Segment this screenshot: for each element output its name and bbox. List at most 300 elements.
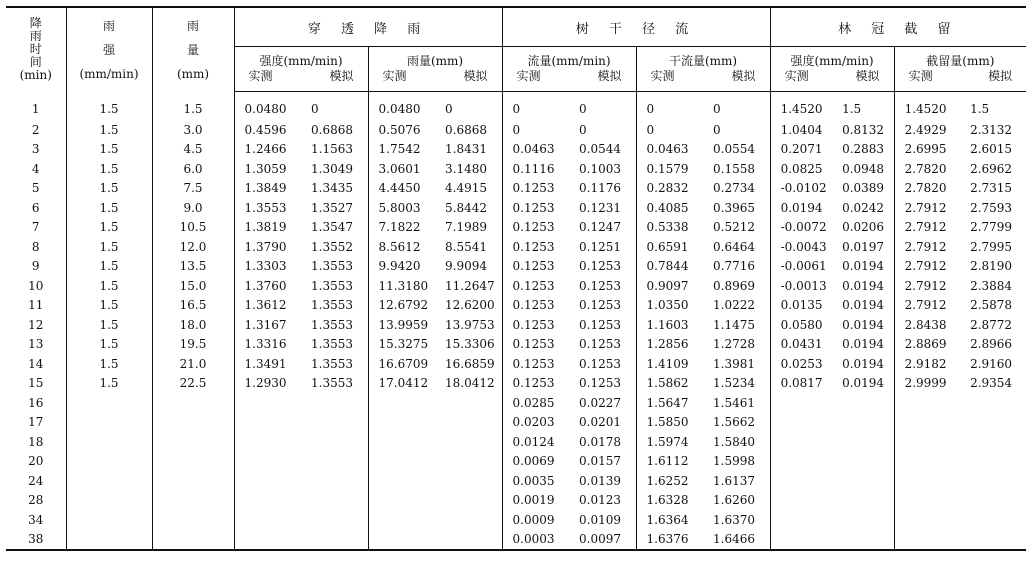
- table-cell: [234, 530, 301, 551]
- sub-simulated: 模拟: [988, 69, 1013, 83]
- table-cell: 1.5: [66, 198, 152, 218]
- table-cell: 0.0480: [378, 102, 421, 116]
- table-cell: 2.6962: [970, 161, 1013, 176]
- table-cell: [301, 510, 368, 530]
- table-cell: 1.1475: [703, 315, 770, 335]
- group-stemflow: 树 干 径 流: [502, 7, 770, 47]
- table-cell: -0.0013: [780, 278, 827, 293]
- table-cell: [301, 393, 368, 413]
- table-cell: 12.6200: [435, 296, 502, 316]
- time-cell: 5: [6, 179, 66, 199]
- table-cell: 0.0097: [569, 530, 636, 551]
- table-cell: 4.4915: [435, 179, 502, 199]
- table-cell: 1.3790: [244, 239, 287, 254]
- table-cell: 2.7820: [904, 161, 947, 176]
- table-row: [6, 237, 1026, 257]
- table-cell: 1.2930: [244, 376, 287, 391]
- table-cell: 0.6868: [301, 120, 368, 140]
- amount-header-char-1: 雨: [186, 18, 199, 33]
- table-cell: 0.6464: [703, 237, 770, 257]
- table-cell: 1.6364: [646, 512, 689, 527]
- table-cell: 0.1253: [569, 354, 636, 374]
- table-cell: 0.0463: [512, 142, 555, 157]
- time-cell: 12: [6, 315, 66, 335]
- table-cell: [770, 432, 832, 452]
- table-cell: 0.4596: [244, 122, 287, 137]
- table-cell: 1.3059: [244, 161, 287, 176]
- table-cell: -0.0102: [780, 181, 827, 196]
- table-cell: 1.5: [66, 296, 152, 316]
- table-cell: [234, 491, 301, 511]
- table-cell: 1.5840: [703, 432, 770, 452]
- table-cell: 1.2856: [646, 337, 689, 352]
- table-cell: 0.1253: [512, 356, 555, 371]
- table-cell: [832, 432, 894, 452]
- sub-label: 流量(mm/min): [527, 54, 611, 68]
- table-cell: 0.1176: [569, 179, 636, 199]
- table-cell: 0: [646, 102, 655, 116]
- table-cell: [435, 393, 502, 413]
- table-cell: 1.5: [66, 159, 152, 179]
- table-cell: 1.5998: [703, 452, 770, 472]
- table-cell: 0.4085: [646, 200, 689, 215]
- table-cell: 1.5662: [703, 413, 770, 433]
- table-cell: 1.3553: [301, 296, 368, 316]
- sub-measured: 实测: [650, 69, 675, 83]
- table-cell: [960, 413, 1026, 433]
- table-cell: 0.3965: [703, 198, 770, 218]
- rainfall-interception-table: [6, 6, 1026, 551]
- table-cell: [435, 413, 502, 433]
- table-cell: 0.0194: [832, 296, 894, 316]
- table-cell: [894, 510, 960, 530]
- table-cell: -0.0043: [780, 239, 827, 254]
- table-cell: [770, 510, 832, 530]
- table-cell: 16.5: [152, 296, 234, 316]
- table-cell: 1.5: [66, 335, 152, 355]
- table-cell: 2.3132: [970, 122, 1013, 137]
- table-cell: 7.5: [152, 179, 234, 199]
- table-cell: 0.0069: [512, 454, 555, 469]
- table-cell: [894, 530, 960, 551]
- table-cell: 2.9999: [904, 376, 947, 391]
- time-cell: 13: [6, 335, 66, 355]
- table-cell: [152, 432, 234, 452]
- table-cell: 0.0194: [780, 200, 823, 215]
- table-cell: 0.0194: [832, 315, 894, 335]
- table-cell: -0.0061: [780, 259, 827, 274]
- table-cell: 3.1480: [435, 159, 502, 179]
- sub-simulated: 模拟: [597, 69, 622, 83]
- table-cell: 0.0206: [832, 218, 894, 238]
- table-cell: 1.3547: [301, 218, 368, 238]
- table-cell: 1.3527: [301, 198, 368, 218]
- table-cell: 2.7593: [970, 200, 1013, 215]
- time-cell: 10: [6, 276, 66, 296]
- table-row: [6, 140, 1026, 160]
- time-cell: 14: [6, 354, 66, 374]
- intensity-header-char-2: 强: [102, 42, 115, 57]
- table-cell: 0.0123: [569, 491, 636, 511]
- table-cell: 1.5: [66, 120, 152, 140]
- table-cell: [435, 452, 502, 472]
- table-cell: 0.0285: [512, 395, 555, 410]
- table-row: [6, 296, 1026, 316]
- table-cell: [960, 452, 1026, 472]
- table-cell: 4.4450: [378, 181, 421, 196]
- table-cell: [435, 491, 502, 511]
- table-cell: 2.7912: [904, 278, 947, 293]
- table-cell: -0.0072: [780, 220, 827, 235]
- table-cell: 1.0404: [780, 122, 823, 137]
- table-cell: 3.0601: [378, 161, 421, 176]
- table-cell: 1.5850: [646, 415, 689, 430]
- table-cell: [832, 413, 894, 433]
- table-cell: 0.0580: [780, 317, 823, 332]
- table-cell: 0.0139: [569, 471, 636, 491]
- table-cell: 1.3819: [244, 220, 287, 235]
- table-cell: 1.6328: [646, 493, 689, 508]
- table-cell: 7.1822: [378, 220, 421, 235]
- time-cell: 24: [6, 471, 66, 491]
- table-cell: 0.0544: [569, 140, 636, 160]
- table-cell: [960, 530, 1026, 551]
- time-header-char-1: 降: [29, 16, 42, 31]
- table-cell: 2.8772: [970, 317, 1013, 332]
- table-cell: 1.5862: [646, 376, 689, 391]
- time-cell: 16: [6, 393, 66, 413]
- table-cell: 0.0124: [512, 434, 555, 449]
- table-cell: [770, 393, 832, 413]
- table-cell: 1.5234: [703, 374, 770, 394]
- table-cell: 0.8969: [703, 276, 770, 296]
- table-cell: [152, 491, 234, 511]
- table-cell: 1.3553: [301, 335, 368, 355]
- table-cell: [435, 530, 502, 551]
- table-row: [6, 159, 1026, 179]
- time-cell: 11: [6, 296, 66, 316]
- table-cell: 0: [569, 92, 636, 121]
- time-cell: 7: [6, 218, 66, 238]
- table-cell: [894, 471, 960, 491]
- table-cell: 21.0: [152, 354, 234, 374]
- table-cell: 2.9354: [970, 376, 1013, 391]
- table-cell: 12.6792: [378, 298, 429, 313]
- table-cell: 1.5: [970, 102, 990, 116]
- table-cell: 0.0194: [832, 257, 894, 277]
- sub-simulated: 模拟: [463, 69, 488, 83]
- group-interception: 林 冠 截 留: [770, 7, 1026, 47]
- table-row: [6, 257, 1026, 277]
- table-cell: [770, 471, 832, 491]
- table-cell: 2.5878: [970, 298, 1013, 313]
- table-cell: 1.3316: [244, 337, 287, 352]
- time-cell: 18: [6, 432, 66, 452]
- amount-header: [152, 7, 234, 92]
- table-cell: [368, 510, 435, 530]
- table-row: [6, 218, 1026, 238]
- table-cell: [832, 491, 894, 511]
- table-cell: 0.1579: [646, 161, 689, 176]
- table-cell: 13.5: [152, 257, 234, 277]
- table-cell: 16.6709: [378, 356, 429, 371]
- table-cell: 1.5974: [646, 434, 689, 449]
- table-cell: 2.6995: [904, 142, 947, 157]
- table-cell: [368, 491, 435, 511]
- table-row: [6, 335, 1026, 355]
- table-cell: 1.5: [66, 92, 152, 121]
- table-row: [6, 491, 1026, 511]
- table-cell: 19.5: [152, 335, 234, 355]
- table-cell: 0.5076: [378, 122, 421, 137]
- table-cell: 0: [569, 120, 636, 140]
- table-cell: 1.5: [66, 257, 152, 277]
- table-cell: [301, 432, 368, 452]
- table-cell: 1.3553: [301, 315, 368, 335]
- table-cell: 2.7315: [970, 181, 1013, 196]
- table-cell: 5.8003: [378, 200, 421, 215]
- table-cell: 0.0201: [569, 413, 636, 433]
- table-cell: 0.8132: [832, 120, 894, 140]
- table-cell: [435, 471, 502, 491]
- amount-header-unit: (mm): [176, 66, 210, 81]
- time-header-unit: (min): [19, 68, 52, 83]
- table-cell: 1.1603: [646, 317, 689, 332]
- table-cell: 2.7912: [904, 298, 947, 313]
- table-cell: 1.5647: [646, 395, 689, 410]
- table-cell: 1.1563: [301, 140, 368, 160]
- table-cell: 1.2466: [244, 142, 287, 157]
- table-row: [6, 413, 1026, 433]
- table-cell: 1.4109: [646, 356, 689, 371]
- table-cell: 1.6137: [703, 471, 770, 491]
- sub-simulated: 模拟: [855, 69, 880, 83]
- table-cell: 0.2071: [780, 142, 823, 157]
- table-cell: [152, 393, 234, 413]
- table-cell: [770, 491, 832, 511]
- table-cell: 0: [703, 120, 770, 140]
- table-cell: 2.8869: [904, 337, 947, 352]
- table-cell: 0.1253: [569, 374, 636, 394]
- time-cell: 38: [6, 530, 66, 551]
- table-cell: [234, 452, 301, 472]
- table-cell: 1.5: [66, 218, 152, 238]
- table-cell: 15.3306: [435, 335, 502, 355]
- sub-stemflow-amount: [636, 47, 770, 92]
- table-cell: [832, 471, 894, 491]
- table-cell: [368, 452, 435, 472]
- table-cell: 1.3553: [301, 354, 368, 374]
- table-row: [6, 315, 1026, 335]
- table-cell: 0.1251: [569, 237, 636, 257]
- table-cell: 1.5: [66, 354, 152, 374]
- table-cell: 0: [646, 122, 655, 137]
- table-cell: 0.0431: [780, 337, 823, 352]
- table-cell: 11.2647: [435, 276, 502, 296]
- time-cell: 2: [6, 120, 66, 140]
- table-cell: 0.0035: [512, 473, 555, 488]
- table-cell: 0.0253: [780, 356, 823, 371]
- table-cell: [960, 471, 1026, 491]
- table-cell: 8.5612: [378, 239, 421, 254]
- table-cell: [960, 510, 1026, 530]
- table-cell: 2.7799: [970, 220, 1013, 235]
- table-cell: 1.3849: [244, 181, 287, 196]
- table-cell: 1.7542: [378, 142, 421, 157]
- time-cell: 34: [6, 510, 66, 530]
- table-cell: 8.5541: [435, 237, 502, 257]
- table-cell: 12.0: [152, 237, 234, 257]
- sub-label: 截留量(mm): [926, 54, 995, 68]
- table-cell: 2.3884: [970, 278, 1013, 293]
- table-cell: [301, 491, 368, 511]
- intensity-header-unit: (mm/min): [79, 66, 139, 81]
- table-cell: 2.8190: [970, 259, 1013, 274]
- table-cell: [832, 452, 894, 472]
- table-cell: 1.4520: [780, 102, 823, 116]
- table-body: [6, 92, 1026, 551]
- time-cell: 3: [6, 140, 66, 160]
- table-cell: 0.1253: [512, 278, 555, 293]
- table-cell: [301, 530, 368, 551]
- table-cell: 0.1253: [569, 296, 636, 316]
- table-cell: [234, 432, 301, 452]
- table-cell: [66, 413, 152, 433]
- table-row: [6, 432, 1026, 452]
- table-cell: 7.1989: [435, 218, 502, 238]
- time-cell: 28: [6, 491, 66, 511]
- table-cell: 1.4520: [904, 102, 947, 116]
- table-cell: 1.3491: [244, 356, 287, 371]
- table-cell: 2.7995: [970, 239, 1013, 254]
- table-cell: 0.0009: [512, 512, 555, 527]
- table-cell: [960, 491, 1026, 511]
- time-cell: 1: [6, 92, 66, 121]
- table-cell: [152, 413, 234, 433]
- sub-label: 雨量(mm): [406, 54, 464, 68]
- table-cell: [234, 393, 301, 413]
- time-header-char-3: 时: [29, 42, 42, 57]
- table-cell: 1.3167: [244, 317, 287, 332]
- table-cell: 9.0: [152, 198, 234, 218]
- table-cell: 0.1231: [569, 198, 636, 218]
- table-cell: 1.8431: [435, 140, 502, 160]
- table-cell: 2.7912: [904, 220, 947, 235]
- table-cell: 0.0197: [832, 237, 894, 257]
- table-row: [6, 452, 1026, 472]
- table-cell: 0.0194: [832, 276, 894, 296]
- table-cell: 1.3612: [244, 298, 287, 313]
- table-cell: 1.6376: [636, 530, 703, 551]
- table-cell: 1.5: [66, 374, 152, 394]
- table-cell: 1.6260: [703, 491, 770, 511]
- table-cell: 0.1253: [512, 220, 555, 235]
- table-cell: 0.0135: [780, 298, 823, 313]
- sub-simulated: 模拟: [329, 69, 354, 83]
- table-row: [6, 92, 1026, 121]
- table-cell: 0.1253: [512, 239, 555, 254]
- time-header-char-4: 间: [29, 55, 42, 70]
- table-cell: [894, 452, 960, 472]
- time-cell: 8: [6, 237, 66, 257]
- table-cell: 1.5: [832, 92, 894, 121]
- table-cell: 5.8442: [435, 198, 502, 218]
- table-cell: 0.2832: [646, 181, 689, 196]
- table-cell: 2.9182: [904, 356, 947, 371]
- table-cell: 22.5: [152, 374, 234, 394]
- table-cell: [66, 491, 152, 511]
- table-cell: 1.6112: [646, 454, 689, 469]
- table-cell: 0: [703, 92, 770, 121]
- table-cell: 0.0554: [703, 140, 770, 160]
- table-cell: 0.0157: [569, 452, 636, 472]
- time-cell: 17: [6, 413, 66, 433]
- table-cell: 1.3760: [244, 278, 287, 293]
- table-cell: 1.5: [66, 276, 152, 296]
- table-cell: 3.0: [152, 120, 234, 140]
- table-cell: 1.3552: [301, 237, 368, 257]
- table-cell: 2.7820: [904, 181, 947, 196]
- table-cell: 1.5461: [703, 393, 770, 413]
- table-cell: 0.0463: [646, 142, 689, 157]
- table-cell: 1.6370: [703, 510, 770, 530]
- table-cell: 0.0480: [244, 102, 287, 116]
- table-cell: 0.0825: [780, 161, 823, 176]
- table-cell: [152, 471, 234, 491]
- table-cell: 1.6252: [646, 473, 689, 488]
- table-cell: 0.1253: [512, 200, 555, 215]
- table-cell: [152, 452, 234, 472]
- table-cell: 16.6859: [435, 354, 502, 374]
- table-cell: 0.0203: [512, 415, 555, 430]
- table-cell: 1.0350: [646, 298, 689, 313]
- sub-measured: 实测: [784, 69, 809, 83]
- table-cell: 0.1003: [569, 159, 636, 179]
- table-cell: 0.0019: [512, 493, 555, 508]
- table-cell: [152, 530, 234, 551]
- table-cell: 6.0: [152, 159, 234, 179]
- table-cell: [152, 510, 234, 530]
- table-cell: 1.3553: [301, 257, 368, 277]
- table-cell: [66, 393, 152, 413]
- table-cell: 0.7844: [646, 259, 689, 274]
- sub-label: 干流量(mm): [668, 54, 738, 68]
- table-cell: [960, 393, 1026, 413]
- table-row: [6, 276, 1026, 296]
- table-cell: 0.0389: [832, 179, 894, 199]
- sub-throughfall-amount: [368, 47, 502, 92]
- table-cell: [894, 432, 960, 452]
- table-cell: 0.1247: [569, 218, 636, 238]
- table-cell: 1.3553: [301, 276, 368, 296]
- table-cell: [368, 393, 435, 413]
- table-cell: 0.1253: [512, 376, 555, 391]
- table-cell: [894, 393, 960, 413]
- table-row: [6, 120, 1026, 140]
- table-cell: 0.1253: [569, 257, 636, 277]
- table-cell: 0.2883: [832, 140, 894, 160]
- table-cell: 0.0194: [832, 335, 894, 355]
- table-cell: 0.1253: [512, 298, 555, 313]
- table-cell: 0.1253: [512, 337, 555, 352]
- table-header: [6, 7, 1026, 92]
- table-cell: 1.3553: [244, 200, 287, 215]
- table-cell: 0.1116: [512, 161, 555, 176]
- table-cell: 13.9753: [435, 315, 502, 335]
- table-cell: [66, 432, 152, 452]
- table-cell: [301, 413, 368, 433]
- table-row: [6, 179, 1026, 199]
